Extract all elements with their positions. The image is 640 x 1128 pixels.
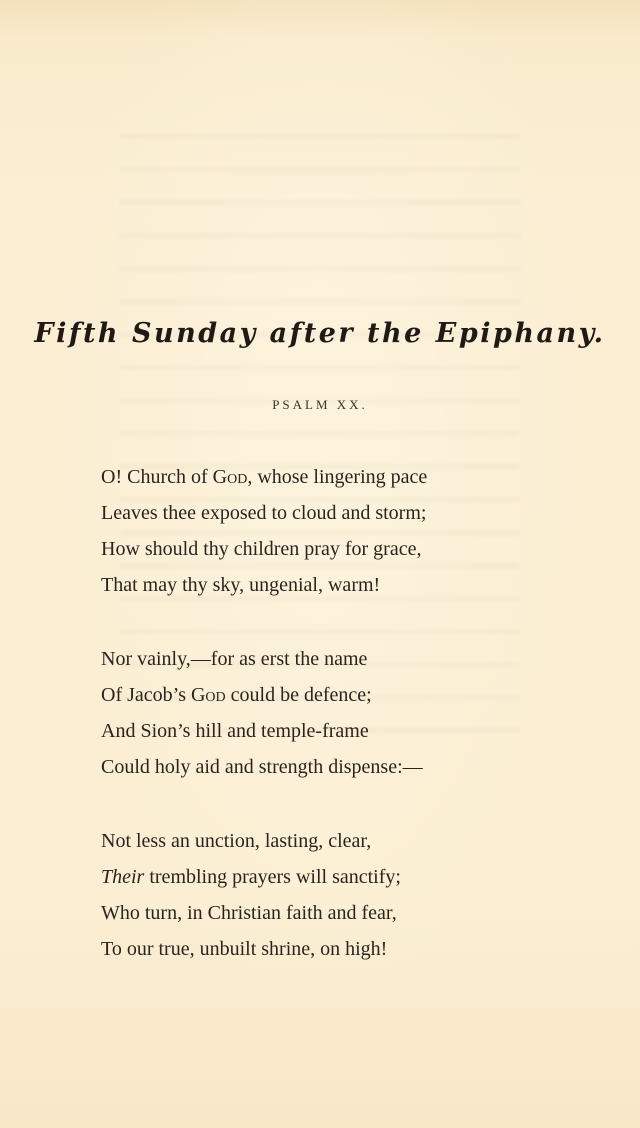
line-text: O! Church of [101,466,213,488]
poem-line [101,680,423,716]
poem-line [101,462,427,498]
small-caps-god: God [190,684,226,706]
poem-line: Not less an unction, lasting, clear, [101,830,372,852]
poem-line: Who turn, in Christian faith and fear, [101,902,397,924]
poem-line [101,862,401,898]
line-text: Of Jacob’s [101,684,191,706]
psalm-subtitle: PSALM XX. [272,397,368,412]
small-caps-god: God [212,466,248,488]
stanza-1 [101,462,427,606]
page-title: Fifth Sunday after the Epiphany. [34,318,606,349]
line-text: , whose lingering pace [247,466,428,488]
poem-line: How should thy children pray for grace, [101,538,422,560]
poem-line: To our true, unbuilt shrine, on high! [101,938,388,960]
italic-word: Their [101,866,145,888]
stanza-2 [101,644,423,788]
line-text: could be defence; [225,684,372,706]
poem-line: And Sion’s hill and temple-frame [101,720,369,742]
poem-line: Could holy aid and strength dispense:— [101,756,423,778]
poem-line: Leaves thee exposed to cloud and storm; [101,502,427,524]
poem-line: That may thy sky, ungenial, warm! [101,574,381,596]
poem-line: Nor vainly,—for as erst the name [101,648,368,670]
stanza-3 [101,826,401,970]
line-text: trembling prayers will sanctify; [144,866,401,888]
